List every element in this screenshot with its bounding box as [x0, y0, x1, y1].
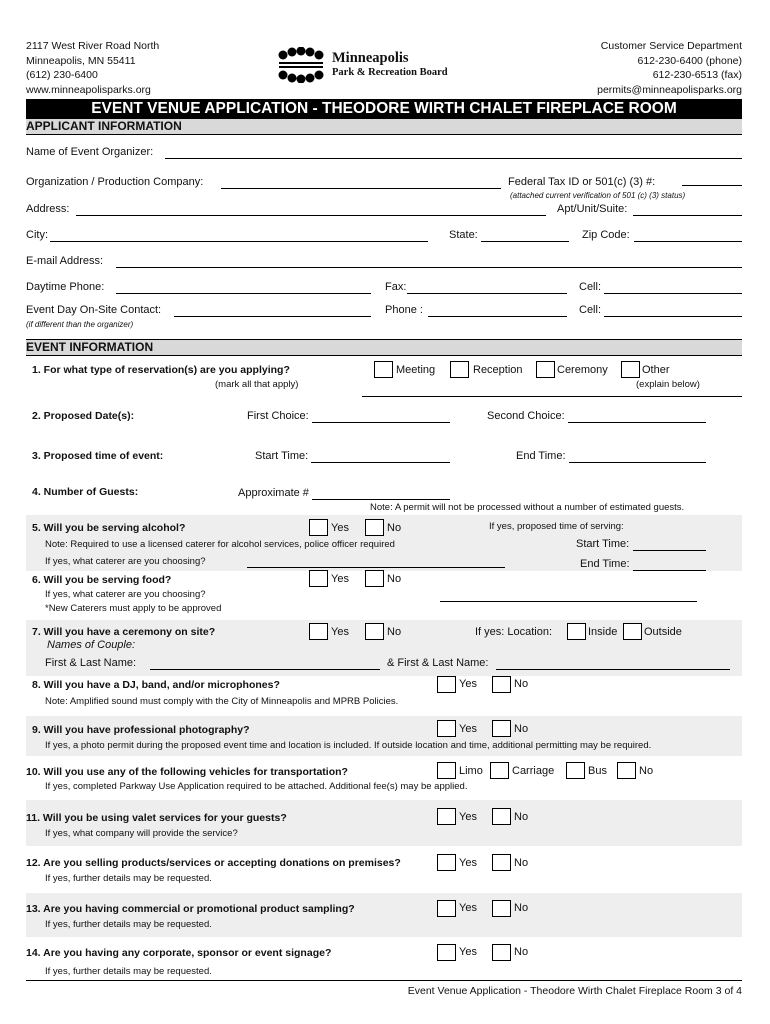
q12-note: If yes, further details may be requested. [45, 873, 212, 884]
onsite-contact-label: Event Day On-Site Contact: [26, 304, 162, 316]
q6-no-label: No [387, 573, 402, 585]
inside-checkbox[interactable] [567, 623, 586, 640]
q5-caterer-field[interactable] [247, 567, 505, 568]
cell2-field[interactable] [604, 316, 742, 317]
q14-no-checkbox[interactable] [492, 944, 511, 961]
q5-end-field[interactable] [633, 570, 706, 571]
q5-start-label: Start Time: [576, 538, 630, 550]
inside-label: Inside [588, 626, 618, 638]
partner2-name-field[interactable] [496, 669, 730, 670]
q4-label: 4. Number of Guests: [32, 486, 139, 498]
tax-id-note: (attached current verification of 501 (c) (3) status) [510, 191, 686, 200]
q6-label: 6. Will you be serving food? [32, 574, 172, 586]
q5-no-checkbox[interactable] [365, 519, 384, 536]
q13-yes-label: Yes [459, 902, 477, 914]
q1-note: (mark all that apply) [215, 379, 299, 390]
contact-info [597, 39, 742, 97]
onsite-contact-note: (if different than the organizer) [26, 320, 134, 329]
q13-band [26, 893, 742, 937]
tax-id-label: Federal Tax ID or 501(c) (3) #: [508, 176, 656, 188]
q13-yes-checkbox[interactable] [437, 900, 456, 917]
zip-label: Zip Code: [582, 229, 630, 241]
q12-yes-checkbox[interactable] [437, 854, 456, 871]
first-last-label: First & Last Name: [45, 657, 137, 669]
q5-caterer-label: If yes, what caterer are you choosing? [45, 556, 206, 567]
start-time-field[interactable] [311, 462, 450, 463]
mprb-logo [275, 47, 448, 83]
ceremony-checkbox[interactable] [536, 361, 555, 378]
q7-location-label: If yes: Location: [475, 626, 553, 638]
amp-first-last-label: & First & Last Name: [387, 657, 489, 669]
org-address [26, 39, 159, 97]
email-field[interactable] [116, 267, 742, 268]
q5-label: 5. Will you be serving alcohol? [32, 522, 186, 534]
q4-note: Note: A permit will not be processed without a number of estimated guests. [370, 502, 685, 513]
section-event-heading: EVENT INFORMATION [26, 339, 742, 356]
cell2-label: Cell: [579, 304, 602, 316]
q10-label: 10. Will you use any of the following vehicles for transportation? [26, 766, 348, 778]
fax-label: Fax: [385, 281, 407, 293]
bus-label: Bus [588, 765, 607, 777]
other-checkbox[interactable] [621, 361, 640, 378]
q12-no-checkbox[interactable] [492, 854, 511, 871]
q7-yes-label: Yes [331, 626, 349, 638]
contact-line: Customer Service Department [600, 40, 742, 52]
q11-note: If yes, what company will provide the service? [45, 828, 238, 839]
onsite-contact-field[interactable] [174, 316, 371, 317]
reception-label: Reception [473, 364, 523, 376]
organizer-field[interactable] [165, 158, 742, 159]
bus-checkbox[interactable] [566, 762, 585, 779]
q7-no-checkbox[interactable] [365, 623, 384, 640]
day-phone-field[interactable] [116, 293, 371, 294]
city-field[interactable] [50, 241, 428, 242]
q5-no-label: No [387, 522, 402, 534]
q2-label: 2. Proposed Date(s): [32, 410, 135, 422]
partner1-name-field[interactable] [150, 669, 380, 670]
q11-yes-checkbox[interactable] [437, 808, 456, 825]
q8-yes-label: Yes [459, 678, 477, 690]
ceremony-label: Ceremony [557, 364, 608, 376]
logo-subtitle: Park & Recreation Board [332, 67, 448, 78]
apt-field[interactable] [633, 215, 742, 216]
q13-note: If yes, further details may be requested. [45, 919, 212, 930]
first-choice-label: First Choice: [247, 410, 309, 422]
q14-label: 14. Are you having any corporate, sponsor or event signage? [26, 947, 332, 959]
address-label: Address: [26, 203, 70, 215]
contact-line: 612-230-6513 (fax) [652, 69, 742, 81]
guest-count-field[interactable] [312, 499, 450, 500]
q6-caterer-label: If yes, what caterer are you choosing? [45, 589, 206, 600]
phone-field[interactable] [428, 316, 567, 317]
apt-label: Apt/Unit/Suite: [557, 203, 628, 215]
email-label: E-mail Address: [26, 255, 104, 267]
day-phone-label: Daytime Phone: [26, 281, 105, 293]
second-choice-label: Second Choice: [487, 410, 565, 422]
q5-yes-checkbox[interactable] [309, 519, 328, 536]
q14-no-label: No [514, 946, 529, 958]
reception-checkbox[interactable] [450, 361, 469, 378]
page-footer: Event Venue Application - Theodore Wirth Chalet Fireplace Room 3 of 4 [407, 985, 742, 997]
end-time-field[interactable] [569, 462, 706, 463]
cell-label: Cell: [579, 281, 602, 293]
q7-yes-checkbox[interactable] [309, 623, 328, 640]
q6-no-checkbox[interactable] [365, 570, 384, 587]
q13-no-checkbox[interactable] [492, 900, 511, 917]
q14-yes-label: Yes [459, 946, 477, 958]
outside-label: Outside [644, 626, 682, 638]
q9-note: If yes, a photo permit during the proposed event time and location is included. If outside location and time, additional permitting may be required. [45, 740, 652, 751]
fax-field[interactable] [407, 293, 567, 294]
q14-yes-checkbox[interactable] [437, 944, 456, 961]
q6-caterer-field[interactable] [440, 601, 697, 602]
start-time-label: Start Time: [255, 450, 309, 462]
limo-checkbox[interactable] [437, 762, 456, 779]
state-field[interactable] [481, 241, 569, 242]
q12-label: 12. Are you selling products/services or accepting donations on premises? [26, 857, 401, 869]
q7-label: 7. Will you have a ceremony on site? [32, 626, 216, 638]
website-link[interactable]: www.minneapolisparks.org [26, 83, 151, 96]
q1-label: 1. For what type of reservation(s) are you applying? [32, 364, 290, 376]
q8-note: Note: Amplified sound must comply with the City of Minneapolis and MPRB Policies. [45, 696, 399, 707]
q5-yes-label: Yes [331, 522, 349, 534]
q11-no-checkbox[interactable] [492, 808, 511, 825]
q6-yes-checkbox[interactable] [309, 570, 328, 587]
q9-no-checkbox[interactable] [492, 720, 511, 737]
q5-note: Note: Required to use a licensed caterer for alcohol services, police officer required [45, 539, 395, 550]
meeting-checkbox[interactable] [374, 361, 393, 378]
q13-no-label: No [514, 902, 529, 914]
footer-rule [26, 980, 742, 981]
q11-no-label: No [514, 811, 529, 823]
no-vehicle-checkbox[interactable] [617, 762, 636, 779]
q5-ifyes-note: If yes, proposed time of serving: [489, 521, 624, 532]
contact-line: 612-230-6400 (phone) [637, 54, 742, 67]
meeting-label: Meeting [396, 364, 436, 376]
q9-yes-checkbox[interactable] [437, 720, 456, 737]
q8-no-checkbox[interactable] [492, 676, 511, 693]
limo-label: Limo [459, 765, 483, 777]
carriage-label: Carriage [512, 765, 555, 777]
first-choice-field[interactable] [312, 422, 450, 423]
q7-no-label: No [387, 626, 402, 638]
cell-field[interactable] [604, 293, 742, 294]
q6-yes-label: Yes [331, 573, 349, 585]
q11-label: 11. Will you be using valet services for your guests? [26, 812, 287, 824]
address-field[interactable] [76, 215, 546, 216]
outside-checkbox[interactable] [623, 623, 642, 640]
tree-logo-icon [275, 47, 327, 83]
form-title: EVENT VENUE APPLICATION - THEODORE WIRTH CHALET FIREPLACE ROOM [26, 99, 742, 118]
address-line: 2117 West River Road North [26, 40, 160, 52]
q9-no-label: No [514, 723, 529, 735]
q14-note: If yes, further details may be requested. [45, 966, 212, 977]
org-company-label: Organization / Production Company: [26, 176, 204, 188]
org-company-field[interactable] [221, 188, 501, 189]
q9-yes-label: Yes [459, 723, 477, 735]
couple-label: Names of Couple: [47, 639, 136, 651]
q5-start-field[interactable] [633, 550, 706, 551]
state-label: State: [449, 229, 478, 241]
q6-note: *New Caterers must apply to be approved [45, 603, 222, 614]
phone-label: Phone : [385, 304, 423, 316]
q13-label: 13. Are you having commercial or promotional product sampling? [26, 903, 355, 915]
address-line: (612) 230-6400 [26, 69, 98, 81]
q5-end-label: End Time: [580, 558, 630, 570]
second-choice-field[interactable] [568, 422, 706, 423]
approx-label: Approximate # [238, 487, 309, 499]
city-label: City: [26, 229, 48, 241]
tax-id-field[interactable] [682, 185, 742, 186]
organizer-label: Name of Event Organizer: [26, 146, 154, 158]
section-applicant-heading: APPLICANT INFORMATION [26, 118, 742, 135]
q10-note: If yes, completed Parkway Use Application required to be attached. Additional fee(s) may be applied. [45, 781, 468, 792]
address-line: Minneapolis, MN 55411 [26, 54, 136, 67]
other-note: (explain below) [636, 379, 700, 390]
other-label: Other [642, 364, 670, 376]
q8-no-label: No [514, 678, 529, 690]
carriage-checkbox[interactable] [490, 762, 509, 779]
q8-label: 8. Will you have a DJ, band, and/or microphones? [32, 679, 280, 691]
q9-label: 9. Will you have professional photography? [32, 724, 250, 736]
other-explain-field[interactable] [362, 396, 742, 397]
zip-field[interactable] [634, 241, 742, 242]
email-link[interactable]: permits@minneapolisparks.org [597, 83, 742, 96]
q8-yes-checkbox[interactable] [437, 676, 456, 693]
no-vehicle-label: No [639, 765, 654, 777]
q3-label: 3. Proposed time of event: [32, 450, 164, 462]
end-time-label: End Time: [516, 450, 566, 462]
q11-yes-label: Yes [459, 811, 477, 823]
q12-no-label: No [514, 857, 529, 869]
logo-title: Minneapolis [332, 50, 409, 66]
q12-yes-label: Yes [459, 857, 477, 869]
